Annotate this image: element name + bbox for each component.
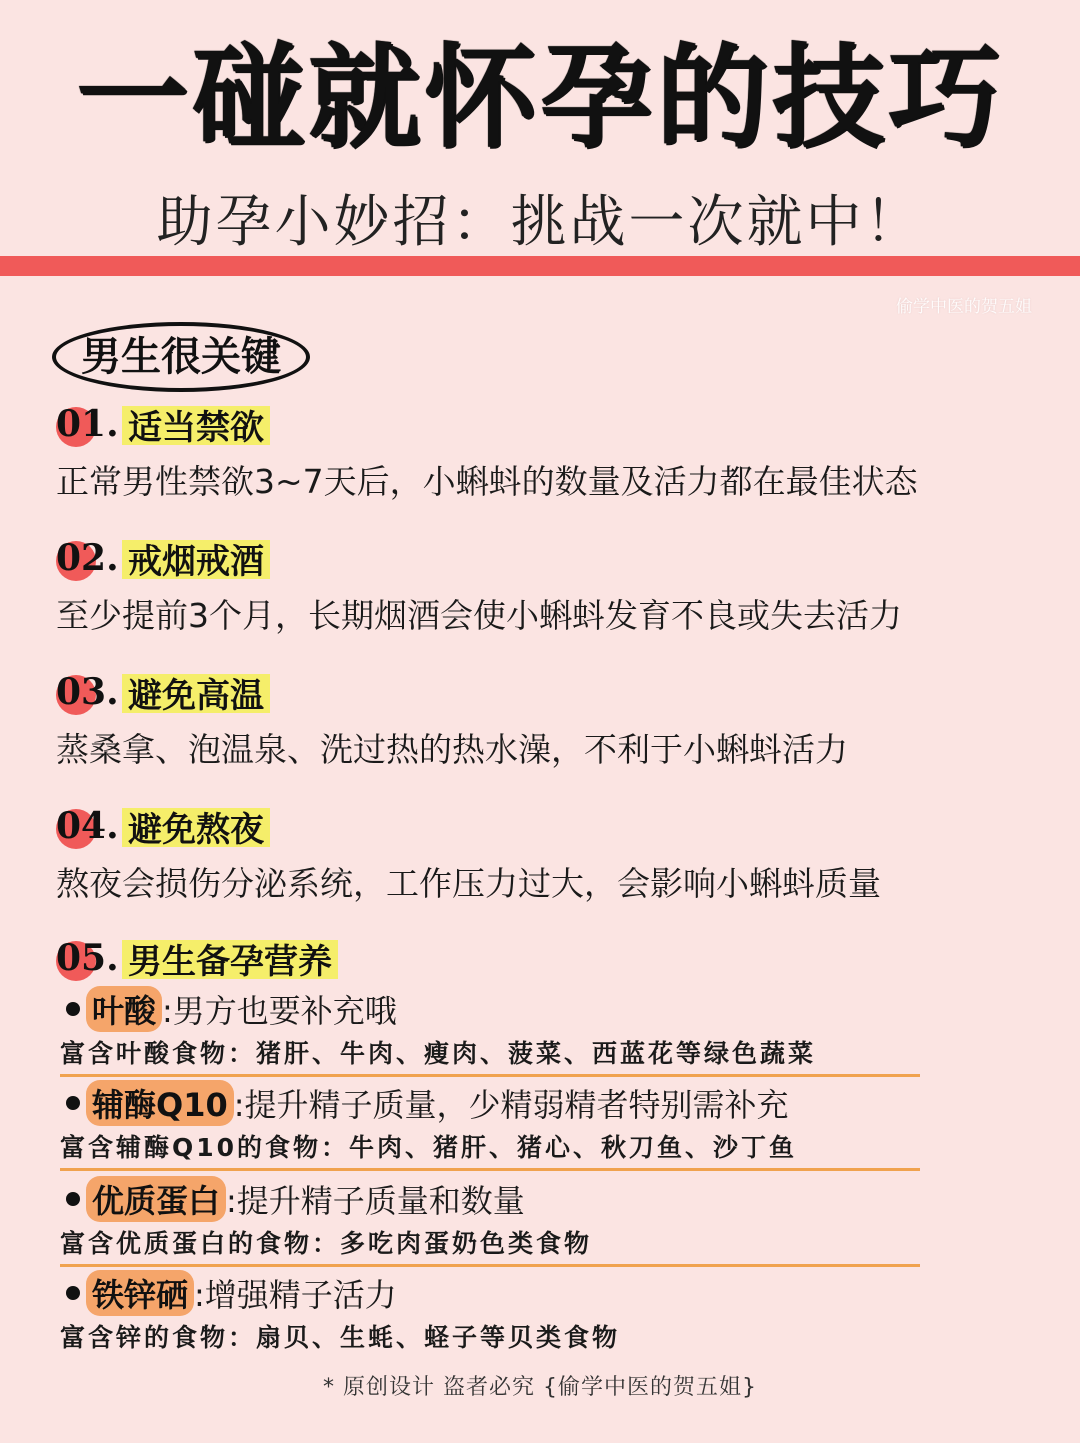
tip-description: 熬夜会损伤分泌系统，工作压力过大，会影响小蝌蚪质量: [56, 864, 881, 903]
nutrient-name: 辅酶Q10: [86, 1080, 234, 1126]
nutrient-foods: 富含优质蛋白的食物：多吃肉蛋奶色类食物: [60, 1224, 920, 1267]
tip-number: 01.: [56, 403, 119, 445]
tip-heading: 戒烟戒酒: [122, 534, 270, 583]
tip-description: 至少提前3个月，长期烟酒会使小蝌蚪发育不良或失去活力: [56, 596, 902, 635]
tip-heading: 避免高温: [122, 668, 270, 717]
tip-item-3: [56, 668, 1046, 771]
tip-description: 蒸桑拿、泡温泉、洗过热的热水澡，不利于小蝌蚪活力: [56, 730, 848, 769]
copyright-footer: * 原创设计 盗者必究 {偷学中医的贺五姐}: [323, 1375, 757, 1400]
tip-number: 02.: [56, 537, 119, 579]
nutrient-item-protein: [60, 1176, 940, 1267]
nutrient-foods: 富含辅酶Q10的食物：牛肉、猪肝、猪心、秋刀鱼、沙丁鱼: [60, 1128, 920, 1171]
nutrient-item-coq10: [60, 1080, 940, 1171]
divider-bar: [0, 256, 1080, 276]
bullet-dot: [66, 1286, 80, 1300]
section-title: 男生很关键: [52, 322, 310, 392]
bullet-dot: [66, 1192, 80, 1206]
nutrient-name: 叶酸: [86, 986, 162, 1032]
nutrient-item-folic-acid: [60, 986, 940, 1077]
tip-item-2: [56, 534, 1046, 637]
nutrient-foods: 富含叶酸食物：猪肝、牛肉、瘦肉、菠菜、西蓝花等绿色蔬菜: [60, 1034, 920, 1077]
tip-number: 03.: [56, 671, 119, 713]
nutrient-foods: 富含锌的食物：扇贝、生蚝、蛏子等贝类食物: [60, 1323, 621, 1352]
tip-number: 04.: [56, 805, 119, 847]
nutrient-description: :提升精子质量和数量: [226, 1182, 525, 1220]
nutrient-item-iron-zinc-selenium: [60, 1270, 940, 1358]
nutrient-name: 优质蛋白: [86, 1176, 226, 1222]
tip-heading: 男生备孕营养: [122, 934, 338, 983]
tip-heading: 避免熬夜: [122, 802, 270, 851]
tip-item-5: [56, 934, 1046, 982]
page-subtitle: 助孕小妙招：挑战一次就中！: [156, 190, 924, 255]
nutrient-description: :男方也要补充哦: [162, 992, 397, 1030]
page-title: 一碰就怀孕的技巧: [76, 33, 1004, 163]
tip-heading: 适当禁欲: [122, 400, 270, 449]
bullet-dot: [66, 1096, 80, 1110]
tip-description: 正常男性禁欲3~7天后，小蝌蚪的数量及活力都在最佳状态: [56, 462, 918, 501]
bullet-dot: [66, 1002, 80, 1016]
nutrient-description: :增强精子活力: [194, 1276, 397, 1314]
tip-item-1: [56, 400, 1046, 503]
watermark: 偷学中医的贺五姐: [896, 297, 1032, 317]
tip-item-4: [56, 802, 1046, 905]
nutrient-description: :提升精子质量，少精弱精者特别需补充: [233, 1086, 789, 1124]
tip-number: 05.: [56, 937, 119, 979]
nutrient-name: 铁锌硒: [86, 1270, 194, 1316]
